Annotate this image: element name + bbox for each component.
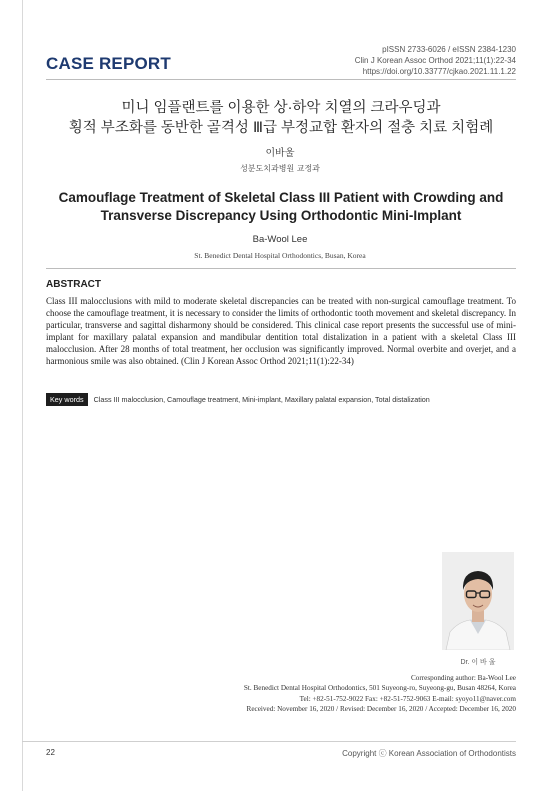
citation-line: Clin J Korean Assoc Orthod 2021;11(1):22-34 [354, 56, 516, 65]
author-photo [442, 552, 514, 650]
photo-caption: Dr. 이 바 울 [460, 659, 496, 666]
margin-rule [22, 0, 23, 791]
contact-line: Tel: +82-51-752-9022 Fax: +82-51-752-9063 E-mail: syoyo11@naver.com [299, 694, 516, 703]
english-title-line-2: Transverse Discrepancy Using Orthodontic Mini-Implant [100, 208, 462, 223]
english-author: Ba-Wool Lee [252, 234, 308, 245]
abstract-body: Class III malocclusions with mild to moderate skeletal discrepancies can be treated with non-surgical camouflage treatment. To choose the camouflage treatment, it is necessary to consider the limits of orthodontic tooth movement and skeletal discrepancy. In particular, transverse and sagittal disharmony should be considered. This clinical case report presents the successful use of mini-implant for maxillary palatal expansion and mandibular dentition total distalization in a patient with a skeletal Class III malocclusion. After 28 months of total treatment, her occlusion was significantly improved. Normal overbite and overjet, and a harmonious smile was also obtained. (Clin J Korean Assoc Orthod 2021;11(1):22-34) [46, 296, 516, 367]
keywords-text: Class III malocclusion, Camouflage treatment, Mini-implant, Maxillary palatal expansion, Total distalization [93, 395, 430, 404]
english-title [46, 189, 516, 225]
abstract-heading: ABSTRACT [46, 279, 101, 290]
keywords-row [46, 393, 516, 406]
issn-line: pISSN 2733-6026 / eISSN 2384-1230 [382, 45, 516, 54]
correspondence-block [244, 673, 516, 714]
copyright-notice: Copyright ⓒ Korean Association of Orthodontists [342, 749, 516, 758]
author-portrait-image [442, 552, 514, 650]
header-divider [46, 79, 516, 80]
corresponding-author: Corresponding author: Ba-Wool Lee [410, 674, 516, 682]
abstract-divider [46, 268, 516, 269]
korean-title-line-1: 미니 임플랜트를 이용한 상·하악 치열의 크라우딩과 [121, 100, 441, 116]
korean-title [46, 98, 516, 138]
doi-line[interactable]: https://doi.org/10.33777/cjkao.2021.11.1.22 [362, 67, 516, 76]
history-dates: Received: November 16, 2020 / Revised: December 16, 2020 / Accepted: December 16, 2020 [246, 704, 516, 713]
korean-title-line-2: 횡적 부조화를 동반한 골격성 Ⅲ급 부정교합 환자의 절충 치료 치험례 [68, 120, 494, 136]
journal-meta [355, 44, 516, 77]
korean-author: 이바울 [265, 148, 295, 159]
footer-divider [22, 741, 516, 742]
section-label: CASE REPORT [46, 54, 171, 73]
english-affiliation: St. Benedict Dental Hospital Orthodontics, Busan, Korea [194, 251, 366, 260]
keywords-label: Key words [46, 393, 88, 406]
author-address: St. Benedict Dental Hospital Orthodontics, 501 Suyeong-ro, Suyeong-gu, Busan 48264, Korea [243, 684, 516, 693]
english-title-line-1: Camouflage Treatment of Skeletal Class III Patient with Crowding and [58, 190, 504, 205]
page-number: 22 [46, 748, 55, 757]
korean-affiliation: 성분도치과병원 교정과 [240, 164, 320, 173]
